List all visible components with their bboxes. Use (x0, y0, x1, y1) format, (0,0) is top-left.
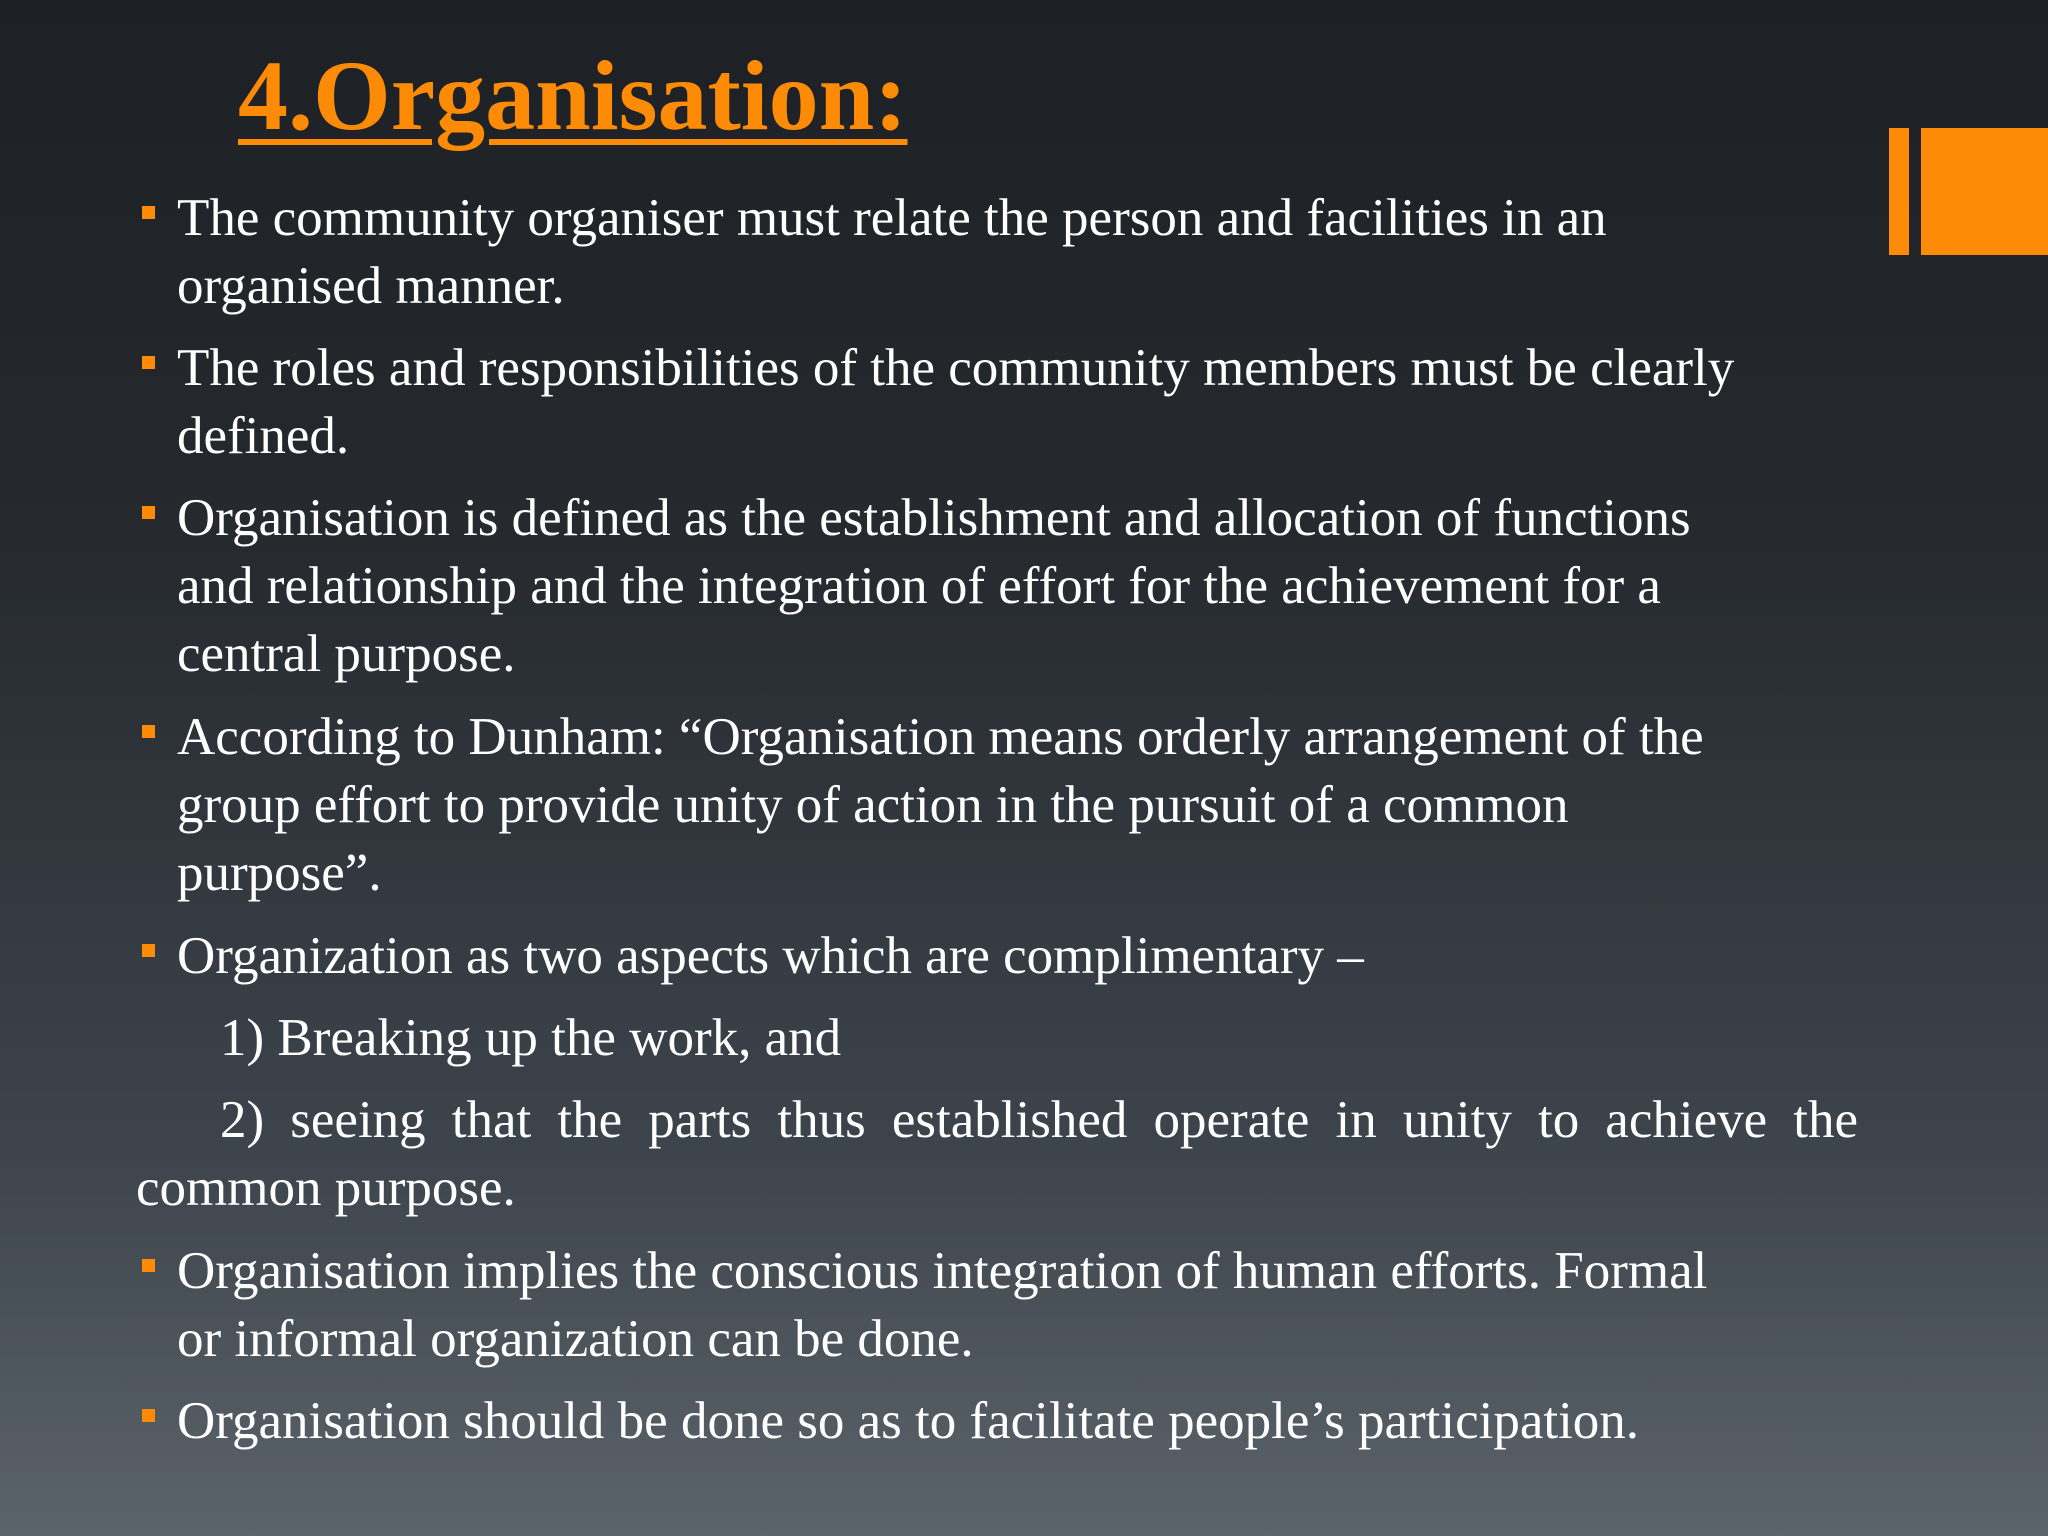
bullet-text-line: Organisation implies the conscious integration of human efforts. Formal (177, 1242, 1708, 1300)
bullet-text-line: According to Dunham: “Organisation means orderly arrangement of the (177, 708, 1704, 766)
bullet-text-line: Organisation should be done so as to facilitate people’s participation. (177, 1392, 1640, 1450)
square-bullet-icon (142, 1259, 155, 1272)
square-bullet-icon (142, 1409, 155, 1422)
square-bullet-icon (142, 506, 155, 519)
slide-title: 4.Organisation: (238, 40, 908, 151)
square-bullet-icon (142, 356, 155, 369)
bullet-text-line: group effort to provide unity of action in the pursuit of a common (177, 776, 1569, 834)
square-bullet-icon (142, 206, 155, 219)
sub-item-text: 1) Breaking up the work, and (220, 1009, 842, 1067)
bullet-text-line: organised manner. (177, 257, 565, 315)
bullet-text-line: or informal organization can be done. (177, 1310, 974, 1368)
bullet-text-line: Organisation is defined as the establishment and allocation of functions (177, 489, 1691, 547)
square-bullet-icon (142, 725, 155, 738)
bullet-text-line: Organization as two aspects which are complimentary – (177, 927, 1364, 985)
bullet-text-line: central purpose. (177, 625, 516, 683)
sub-item-text: 2) seeing that the parts thus established operate in unity to achieve the (220, 1091, 1858, 1149)
bullet-text-line: purpose”. (177, 844, 382, 902)
bullet-text-line: The community organiser must relate the person and facilities in an (177, 189, 1607, 247)
bullet-text-line: and relationship and the integration of effort for the achievement for a (177, 557, 1661, 615)
sub-item-text: common purpose. (136, 1159, 516, 1217)
bullet-text-line: The roles and responsibilities of the community members must be clearly (177, 339, 1735, 397)
bullet-text-line: defined. (177, 407, 350, 465)
square-bullet-icon (142, 944, 155, 957)
